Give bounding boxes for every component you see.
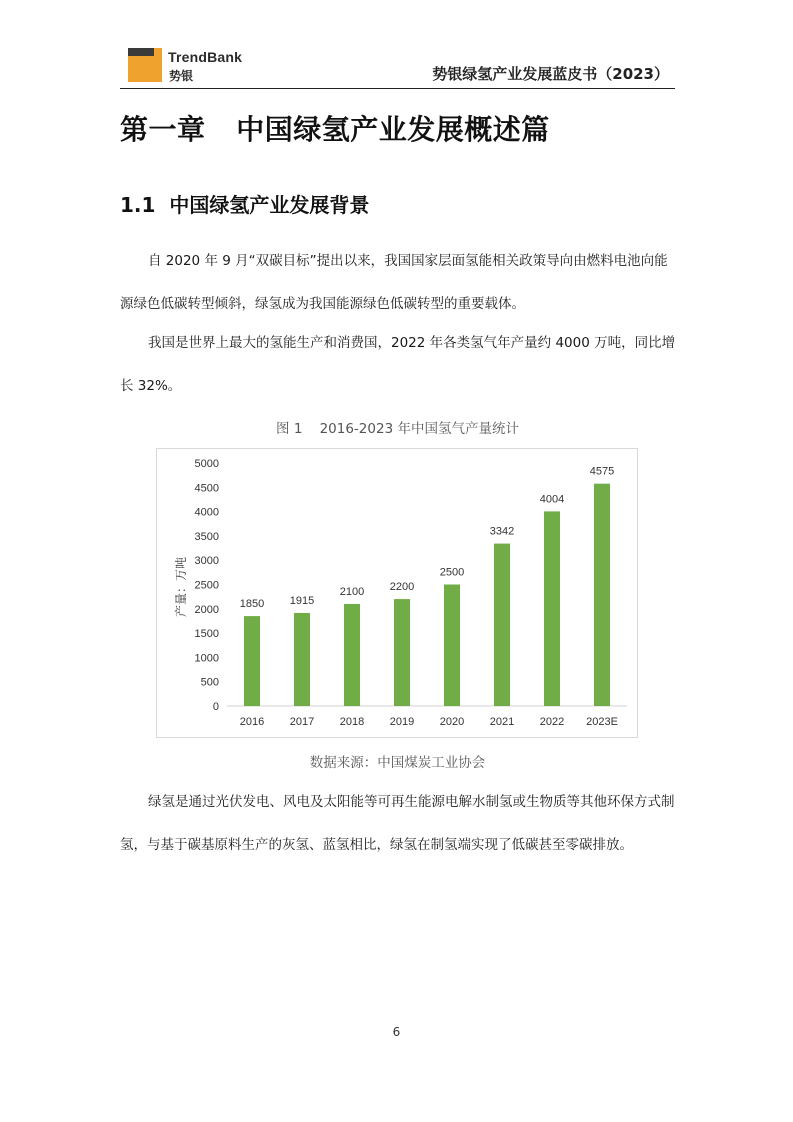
y-tick-label: 1500 xyxy=(194,628,219,641)
x-tick-label: 2018 xyxy=(339,716,365,728)
y-tick-label: 1000 xyxy=(194,652,219,665)
page-header xyxy=(120,46,675,89)
logo-text-en: TrendBank xyxy=(168,49,243,65)
bar xyxy=(244,616,260,706)
y-tick-label: 2500 xyxy=(194,579,219,592)
bar-chart-svg xyxy=(157,449,637,737)
bar xyxy=(294,613,310,706)
figure-source: 数据来源：中国煤炭工业协会 xyxy=(309,755,486,771)
y-tick-label: 3000 xyxy=(194,555,219,568)
bar xyxy=(494,544,510,706)
header-book-title: 势银绿氢产业发展蓝皮书（2023） xyxy=(432,65,669,83)
x-tick-label: 2016 xyxy=(239,716,265,728)
bar-value-label: 4575 xyxy=(589,465,615,478)
bar xyxy=(344,604,360,706)
y-axis-label: 产量：万吨 xyxy=(174,556,188,618)
x-tick-label: 2022 xyxy=(539,716,565,728)
bar-value-label: 2100 xyxy=(339,585,365,598)
paragraph-green-hydrogen-definition: 绿氢是通过光伏发电、风电及太阳能等可再生能源电解水制氢或生物质等其他环保方式制氢，与基于碳基原料生产的灰氢、蓝氢相比，绿氢在制氢端实现了低碳甚至零碳排放。 xyxy=(120,794,675,853)
bar-value-label: 2500 xyxy=(439,566,465,579)
y-tick-label: 2000 xyxy=(194,603,219,616)
x-tick-label: 2017 xyxy=(289,716,315,728)
y-tick-label: 4000 xyxy=(194,506,219,519)
chapter-title: 第一章 中国绿氢产业发展概述篇 xyxy=(120,113,550,146)
figure-caption: 图 1 2016-2023 年中国氢气产量统计 xyxy=(276,421,519,437)
bar-value-label: 1850 xyxy=(239,598,265,611)
y-tick-label: 0 xyxy=(212,701,219,713)
hydrogen-production-chart xyxy=(156,448,638,738)
bar xyxy=(594,484,610,706)
y-tick-label: 5000 xyxy=(194,458,219,470)
y-tick-label: 3500 xyxy=(194,530,219,543)
paragraph-background: 自 2020 年 9 月“双碳目标”提出以来，我国国家层面氢能相关政策导向由燃料电池向能源绿色低碳转型倾斜，绿氢成为我国能源绿色低碳转型的重要载体。 xyxy=(120,253,668,312)
bar-value-label: 1915 xyxy=(289,594,315,607)
trendbank-logo xyxy=(128,48,278,86)
y-tick-label: 500 xyxy=(200,676,219,689)
trendbank-logo-mark-icon xyxy=(128,48,162,82)
bar-value-label: 2200 xyxy=(389,581,415,594)
x-tick-label: 2020 xyxy=(439,716,465,728)
bar-value-label: 3342 xyxy=(489,525,515,538)
section-title: 1.1 中国绿氢产业发展背景 xyxy=(120,193,370,217)
bar xyxy=(394,599,410,706)
x-tick-label: 2021 xyxy=(489,716,515,728)
bar xyxy=(544,511,560,706)
x-tick-label: 2023E xyxy=(586,716,618,728)
x-tick-label: 2019 xyxy=(389,716,415,728)
bar-value-label: 4004 xyxy=(539,493,565,506)
paragraph-production: 我国是世界上最大的氢能生产和消费国，2022 年各类氢气年产量约 4000 万吨，同比增长 32%。 xyxy=(120,335,676,394)
page-number: 6 xyxy=(392,1025,401,1039)
logo-text-cn: 势银 xyxy=(169,69,194,83)
bar xyxy=(444,585,460,707)
y-tick-label: 4500 xyxy=(194,482,219,495)
